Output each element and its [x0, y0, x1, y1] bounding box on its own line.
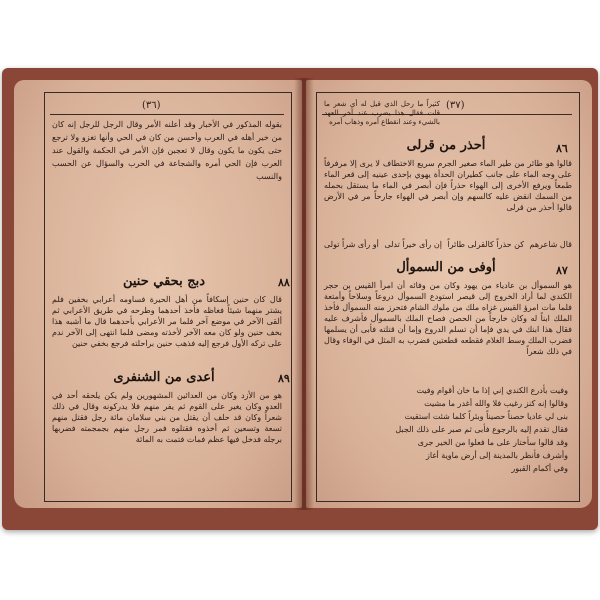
right-verse1: [324, 238, 572, 254]
verse2-line: وفي أكمام القبور: [511, 464, 568, 473]
right-verse2: [328, 384, 568, 475]
verse2-line: بنى لي عاديا حصناً حصيناً وبئراً كلما شئت استقيت: [404, 412, 568, 421]
right-page: [306, 80, 592, 508]
verse2-line: وفيت بأدرع الكندي إني إذا ما خان أقوام وفيت: [416, 386, 568, 395]
right-entry2-text: هو السموأل بن عادياء من يهود وكان من وفائه أن امرأ القيس بن حجر الكندي لما أراد الخروج إلى قيصر استودع السموأل دروعاً وسلاحاً وأمتعة فلما مات امرؤ القيس غزاه ملك من ملوك الشام فتحرز منه السموأل فأخذ الملك ابناً له وكان خارجاً من الحصن فصاح الملك بالسموأل فأشرف عليه فقال هذا ابنك في يدي فإما أن تسلم الدروع وإما أن قتلته فأبى أن يسلمها فضرب الملك وسط الغلام فقطعه قطعتين فضرب به المثل في الوفاء وقال في ذلك شعراً: [324, 281, 572, 356]
left-entry1-title: دبج بحقي حنين: [122, 274, 206, 289]
verse2-line: وقالوا إنه كنز رغيب فلا والله أغدر ما مشيت: [424, 399, 568, 408]
verse1-part: أو رأى شراً تولى: [324, 240, 379, 249]
verse2-line: وأشرف فأنظر بالمدينة إلى أرض ماوية أغاز: [426, 451, 568, 460]
left-entry2-number: ٨٩: [278, 372, 290, 385]
left-page-number: (٣٦): [142, 100, 161, 111]
right-entry1-title: أحذر من قرلى: [406, 138, 486, 153]
right-top-text: كثيراً ما رحل الذي قيل له أي شعر ما قلت فقال هذا يضرب عند آخر العهد بالشيء وعند انقطاع أمره وذهاب أمره: [324, 100, 440, 126]
left-page: [14, 80, 302, 508]
verse1-part: كن حذراً كالقرلى طائراً: [447, 240, 525, 249]
left-entry1-number: ٨٨: [278, 276, 290, 289]
verse2-line: وقد قالوا سأختار على ما فعلوا من الخير جرى: [417, 438, 568, 447]
right-entry1-number: ٨٦: [556, 142, 568, 155]
right-entry2-number: ٨٧: [556, 264, 568, 277]
right-entry1-text: قالوا هو طائر من طير الماء صغير الجرم سريع الاختطاف لا يرى إلا مرفرفاً على وجه الماء على جانب كطيران الحدأة يهوي بإحدى عينيه إلى قعر الماء طمعاً ويرفع الأخرى إلى الهواء حذراً فإن أبصر في الماء ما يستقل بحمله من السمك انقض عليه كالسهم وإن أبصر في الهواء جارحاً مر في الأرض قالوا أحذر من قرلى: [324, 159, 572, 212]
right-entry2-title: أوفى من السموأل: [396, 260, 496, 275]
left-entry1-text: قال كان حنين إسكافاً من أهل الحيرة فساومه أعرابي بخفين فلم يشتر منهما شيئاً فغاظه فأخذ أحدهما وطرحه في طريق الأعرابي ثم ألقى الآخر في موضع آخر فلما مر الأعرابي بأحدهما قال ما أشبه هذا بخف حنين ولو كان معه الآخر لأخذته ومضى فلما انتهى إلى الآخر ندم على تركه الأول فرجع إليه فذهب حنين براحلته فرجع بخفي حنين: [52, 295, 282, 348]
left-header-rule: [50, 114, 284, 115]
left-top-text: بقوله المذكور في الأخبار وقد أعلنه الأمر وقال الرجل للرجل إنه كان من خير أهله في العرب وأحسن من كان في الحي وأنها تغزو ولا ترجع حتى يكون ما يكون وقال لا تعجبن فإن الأمر في الحكمة والقول عند العرب فإن الحي أمره والشجاعة في الحرب والسؤال عن الحسب والنسب: [52, 120, 282, 181]
verse2-line: فقال تقدم إليه بالرجوع فأبى ثم صبر على ذلك الجبل: [395, 425, 568, 434]
book-gutter: [294, 78, 314, 510]
verse1-part: قال شاعرهم: [529, 240, 572, 249]
left-entry2-text: هو من الأزد وكان من العدائين المشهورين ولم يكن يلحقه أحد في العدو وكان يغير على القوم ثم يفر منهم فلا يدركونه وقال في ذلك شعراً وكان قد حلف أن يقتل من بني سلامان مائة رجل فقتل منهم تسعة وتسعين ثم أخذوه فقتلوه فمر رجل منهم بجمجمته فضربها برجله فدخل فيها عظم فمات فتمت به المائة: [52, 391, 282, 444]
verse1-part: إن رأى خيراً تدلى: [384, 240, 442, 249]
left-entry2-title: أعدى من الشنفرى: [113, 370, 215, 385]
right-page-number: (٣٧): [446, 100, 465, 111]
